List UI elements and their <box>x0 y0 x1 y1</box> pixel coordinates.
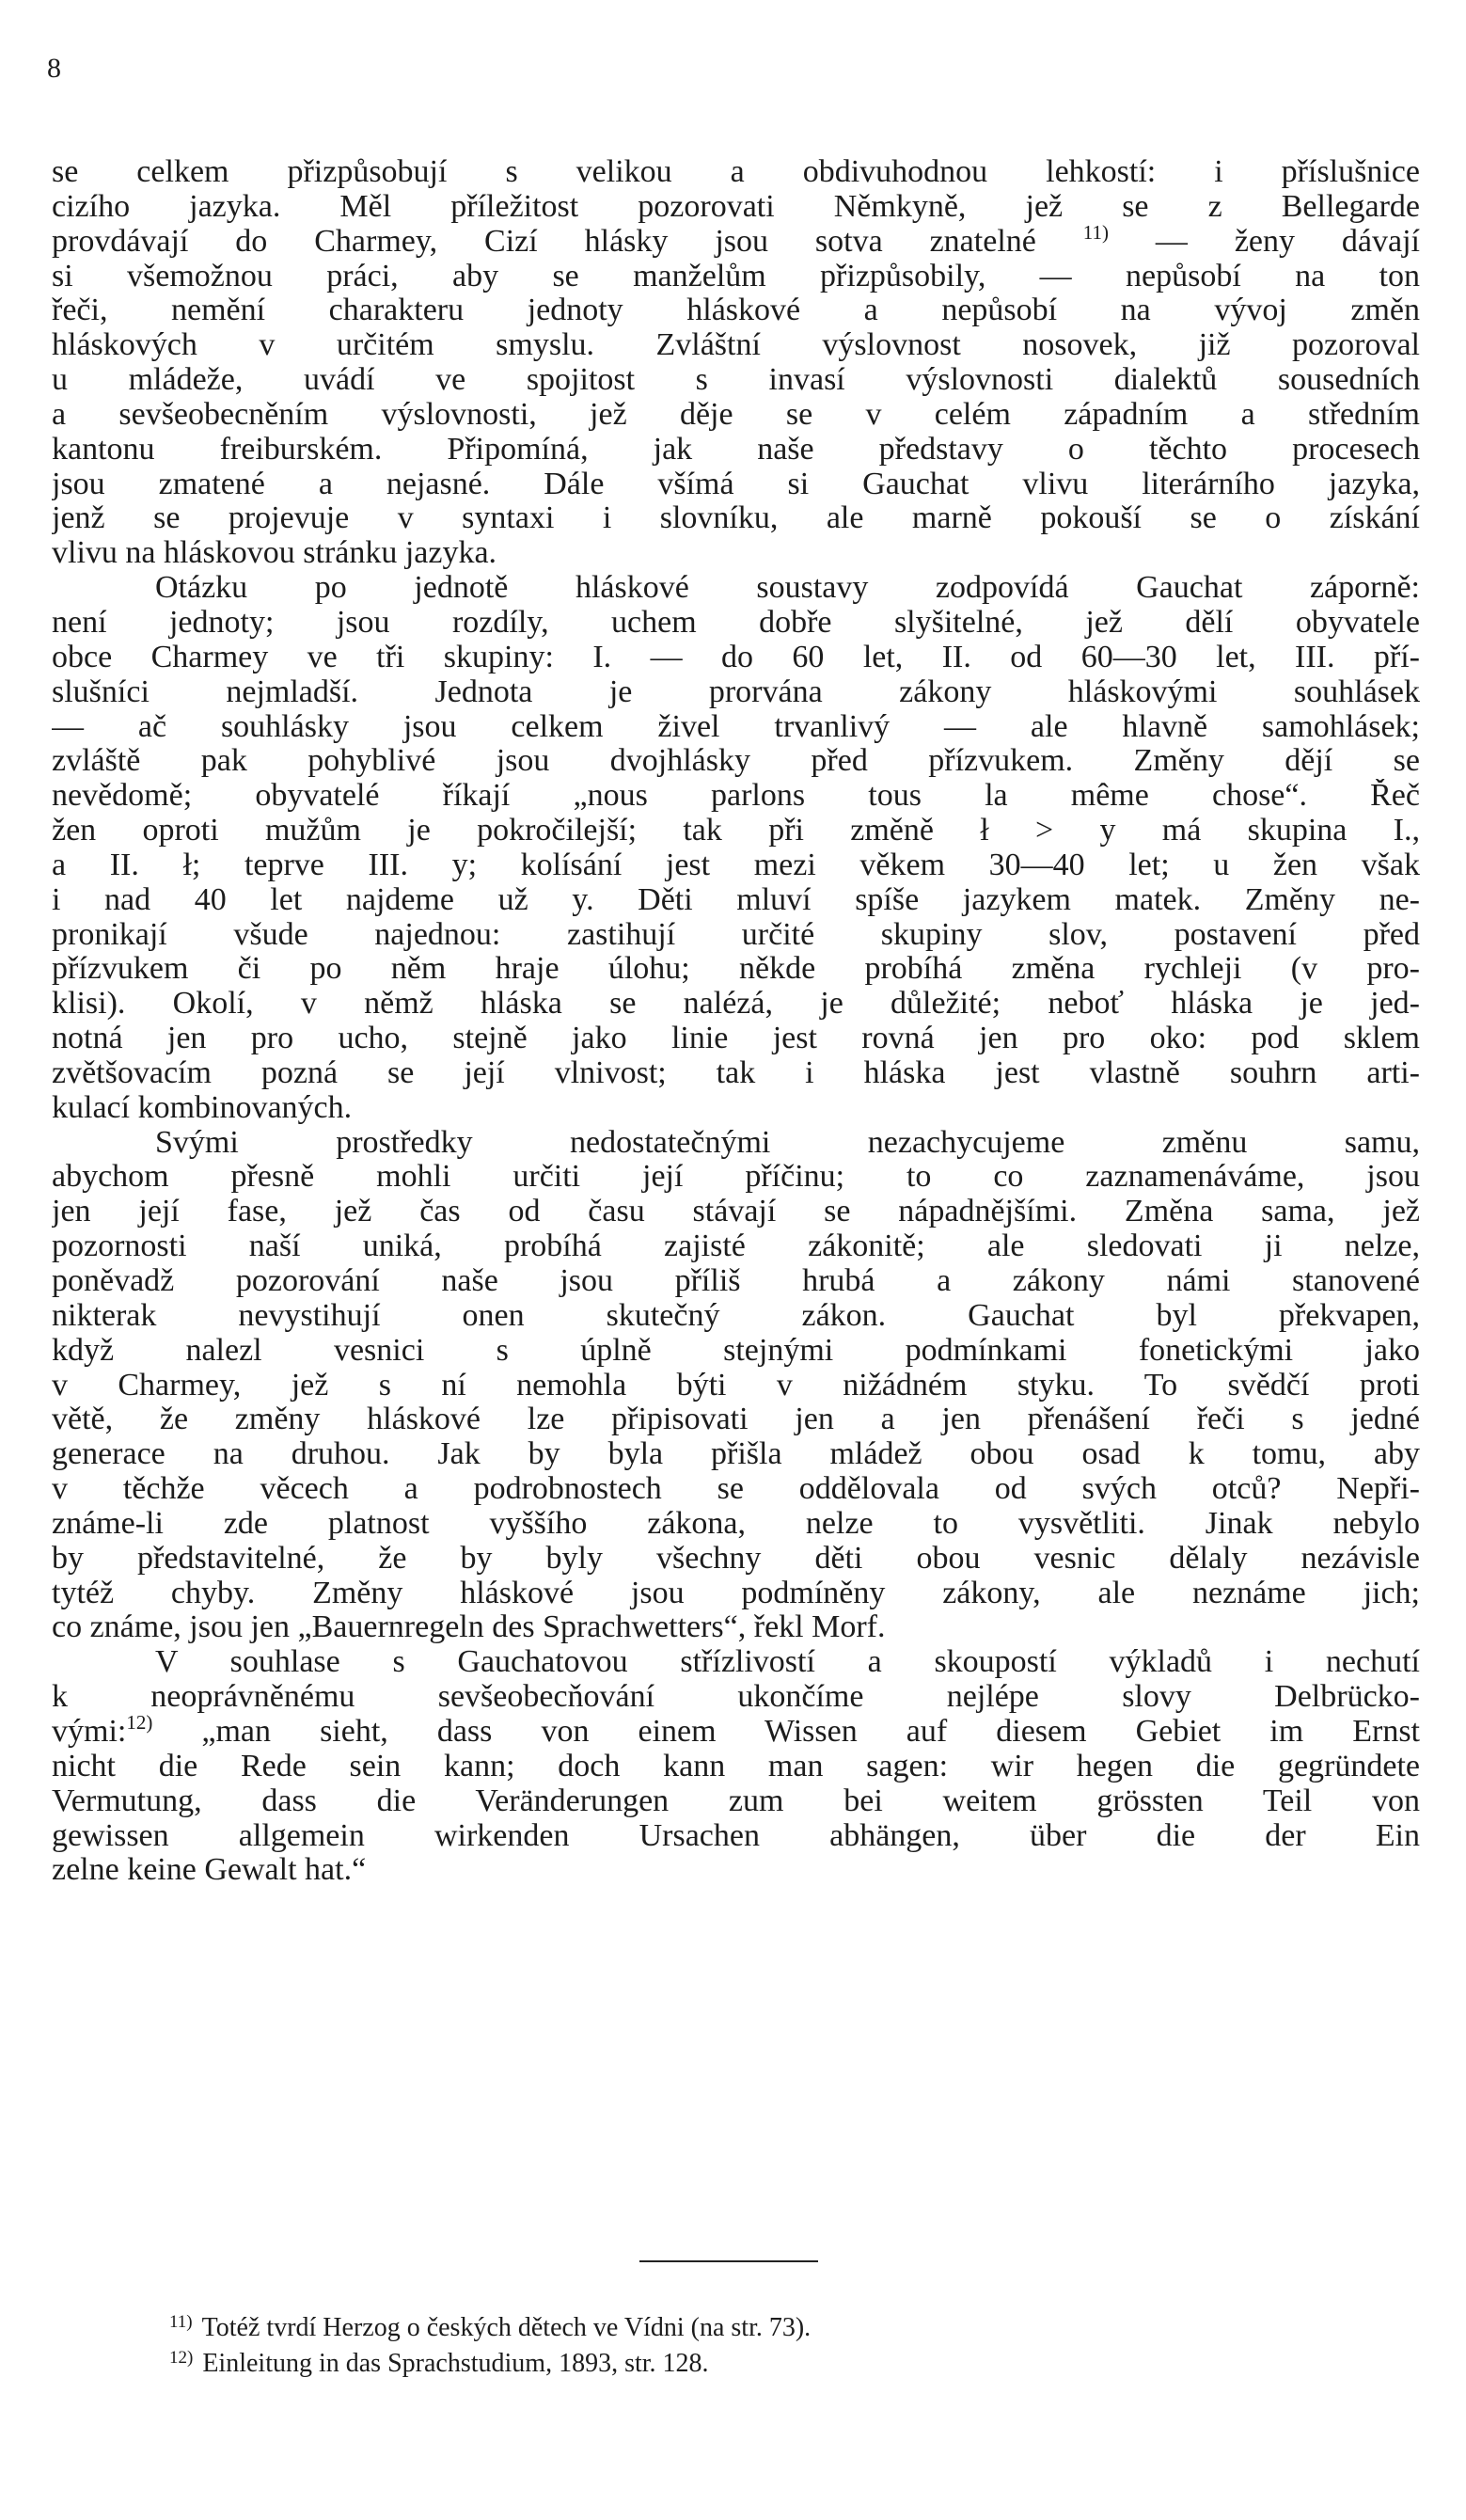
text-line-content: klisi). Okolí, v němž hláska se nalézá, je důležité; neboť hláska je jed- <box>52 987 1420 1022</box>
text-line <box>52 744 1420 779</box>
text-line-content: jen její fase, jež čas od času stávají se nápadnějšími. Změna sama, jež <box>52 1195 1420 1229</box>
text-line-content: zvětšovacím pozná se její vlnivost; tak i hláska jest vlastně souhrn arti- <box>52 1055 1420 1090</box>
text-line <box>52 155 1420 190</box>
text-line-content: provdávají do Charmey, Cizí hlásky jsou sotva znatelné <box>52 224 1083 259</box>
text-line <box>52 1126 1420 1161</box>
text-line <box>52 398 1420 433</box>
text-line <box>52 779 1420 814</box>
text-line-content: pronikají všude najednou: zastihují určité skupiny slov, postavení před <box>52 917 1420 952</box>
text-line <box>52 1437 1420 1472</box>
text-line <box>52 1507 1420 1542</box>
text-line <box>52 571 1420 606</box>
text-line-content: přízvukem či po něm hraje úlohu; někde probíhá změna rychleji (v pro- <box>52 952 1420 987</box>
text-line-content: Otázku po jednotě hláskové soustavy zodpovídá Gauchat záporně: <box>155 571 1420 606</box>
text-line <box>52 987 1420 1022</box>
text-line-content: slušníci nejmladší. Jednota je prorvána zákony hláskovými souhlásek <box>52 674 1420 709</box>
page-number: 8 <box>47 53 61 84</box>
text-line <box>52 883 1420 918</box>
text-line <box>52 1715 1420 1750</box>
text-line-content: zelne keine Gewalt hat.“ <box>52 1853 367 1888</box>
text-line <box>52 952 1420 987</box>
text-line-content: větě, že změny hláskové lze připisovati jen a jen přenášení řeči s jedné <box>52 1403 1420 1437</box>
text-line-content: — ač souhlásky jsou celkem živel trvanlivý — ale hlavně samohlásek; <box>52 709 1420 744</box>
text-line <box>52 710 1420 745</box>
text-line-content: jenž se projevuje v syntaxi i slovníku, ale marně pokouší se o získání <box>52 501 1420 536</box>
footnote-text: Totéž tvrdí Herzog o českých dětech ve Vídni (na str. 73). <box>201 2313 812 2342</box>
footnote <box>169 2347 1298 2383</box>
text-line-content: jsou zmatené a nejasné. Dále všímá si Gauchat vlivu literárního jazyka, <box>52 467 1420 501</box>
text-line-content: a II. ł; teprve III. y; kolísání jest mezi věkem 30—40 let; u žen však <box>52 848 1420 882</box>
text-line <box>52 1472 1420 1507</box>
text-line-content: pozornosti naší uniká, probíhá zajisté zákonitě; ale sledovati ji nelze, <box>52 1229 1420 1264</box>
text-line <box>52 848 1420 883</box>
text-line-content: Svými prostředky nedostatečnými nezachycujeme změnu samu, <box>155 1125 1420 1160</box>
text-line <box>52 1577 1420 1611</box>
text-line <box>52 1195 1420 1229</box>
text-line-content: v těchže věcech a podrobnostech se oddělovala od svých otců? Nepři- <box>52 1472 1420 1507</box>
text-line-content: vými: <box>52 1714 127 1749</box>
text-line-continuation: — ženy dávají <box>1109 224 1420 259</box>
text-line <box>52 1680 1420 1715</box>
text-line <box>52 1542 1420 1577</box>
text-line <box>52 433 1420 468</box>
text-line <box>52 1645 1420 1680</box>
footnote-mark: 11) <box>169 2312 193 2332</box>
text-line <box>52 293 1420 328</box>
text-line-content: obce Charmey ve tři skupiny: I. — do 60 let, II. od 60—30 let, III. pří- <box>52 640 1420 674</box>
text-line <box>52 1610 1420 1645</box>
text-line-content: gewissen allgemein wirkenden Ursachen abhängen, über die der Ein <box>52 1818 1420 1853</box>
text-line-content: poněvadž pozorování naše jsou příliš hrubá a zákony námi stanovené <box>52 1264 1420 1298</box>
text-line-content: Vermutung, dass die Veränderungen zum bei weitem grössten Teil von <box>52 1783 1420 1818</box>
text-line-content: není jednoty; jsou rozdíly, uchem dobře slyšitelné, jež dělí obyvatele <box>52 605 1420 640</box>
footnote-mark: 12) <box>169 2348 194 2368</box>
text-line <box>52 363 1420 398</box>
text-line <box>52 918 1420 953</box>
text-line <box>52 1022 1420 1056</box>
text-line-content: by představitelné, že by byly všechny děti obou vesnic dělaly nezávisle <box>52 1541 1420 1576</box>
text-line <box>52 814 1420 848</box>
text-line <box>52 225 1420 260</box>
text-line-content: kantonu freiburském. Připomíná, jak naše představy o těchto procesech <box>52 432 1420 467</box>
text-line <box>52 536 1420 571</box>
text-line <box>52 641 1420 675</box>
text-line <box>52 1160 1420 1195</box>
text-line-content: vlivu na hláskovou stránku jazyka. <box>52 536 497 571</box>
text-line-content: notná jen pro ucho, stejně jako linie jest rovná jen pro oko: pod sklem <box>52 1022 1420 1056</box>
text-line-content: známe-li zde platnost vyššího zákona, nelze to vysvětliti. Jinak nebylo <box>52 1506 1420 1541</box>
text-line-content: hláskových v určitém smyslu. Zvláštní výslovnost nosovek, již pozoroval <box>52 328 1420 363</box>
footnote-text: Einleitung in das Sprachstudium, 1893, str. 128. <box>202 2349 709 2378</box>
text-line <box>52 1229 1420 1264</box>
text-line <box>52 1056 1420 1091</box>
text-line-content: u mládeže, uvádí ve spojitost s invasí výslovnosti dialektů sousedních <box>52 363 1420 398</box>
text-line <box>52 260 1420 294</box>
text-line-content: žen oproti mužům je pokročilejší; tak při změně ł > y má skupina I., <box>52 814 1420 848</box>
text-line <box>52 1853 1420 1888</box>
text-line <box>52 1819 1420 1854</box>
text-line-content: nicht die Rede sein kann; doch kann man sagen: wir hegen die gegründete <box>52 1749 1420 1783</box>
text-line-content: V souhlase s Gauchatovou střízlivostí a skoupostí výkladů i nechutí <box>155 1645 1420 1680</box>
text-line <box>52 1784 1420 1819</box>
body-text <box>52 155 1420 1888</box>
text-line-content: k neoprávněnému sevšeobecňování ukončíme nejlépe slovy Delbrücko- <box>52 1680 1420 1715</box>
text-line-content: abychom přesně mohli určiti její příčinu; to co zaznamenáváme, jsou <box>52 1160 1420 1195</box>
footnote-reference: 11) <box>1082 224 1109 244</box>
text-line <box>52 328 1420 363</box>
text-line <box>52 675 1420 710</box>
text-line <box>52 1264 1420 1299</box>
text-line <box>52 1299 1420 1334</box>
text-line <box>52 1334 1420 1369</box>
text-line <box>52 1750 1420 1784</box>
text-line-content: si všemožnou práci, aby se manželům přizpůsobily, — nepůsobí na ton <box>52 259 1420 293</box>
text-line-content: když nalezl vesnici s úplně stejnými podmínkami fonetickými jako <box>52 1333 1420 1368</box>
text-line <box>52 1091 1420 1126</box>
text-line-content: nikterak nevystihují onen skutečný zákon. Gauchat byl překvapen, <box>52 1298 1420 1333</box>
text-line-content: a sevšeobecněním výslovnosti, jež děje se v celém západním a středním <box>52 397 1420 432</box>
text-line-content: i nad 40 let najdeme už y. Děti mluví spíše jazykem matek. Změny ne- <box>52 882 1420 917</box>
text-line-content: co známe, jsou jen „Bauernregeln des Sprachwetters“, řekl Morf. <box>52 1610 886 1645</box>
text-line <box>52 1403 1420 1437</box>
text-line <box>52 606 1420 641</box>
text-line-content: nevědomě; obyvatelé říkají „nous parlons tous la même chose“. Řeč <box>52 779 1420 814</box>
text-line-content: se celkem přizpůsobují s velikou a obdivuhodnou lehkostí: i příslušnice <box>52 155 1420 189</box>
footnote-divider <box>639 2260 818 2262</box>
text-line <box>52 1369 1420 1403</box>
text-line-content: zvláště pak pohyblivé jsou dvojhlásky před přízvukem. Změny dějí se <box>52 744 1420 779</box>
text-line <box>52 190 1420 225</box>
footnotes <box>169 2311 1298 2383</box>
footnote-reference: 12) <box>126 1714 153 1734</box>
text-line-content: v Charmey, jež s ní nemohla býti v nižádném styku. To svědčí proti <box>52 1368 1420 1403</box>
text-line <box>52 501 1420 536</box>
text-line-content: kulací kombinovaných. <box>52 1090 353 1125</box>
text-line-continuation: „man sieht, dass von einem Wissen auf diesem Gebiet im Ernst <box>152 1714 1420 1749</box>
text-line-content: generace na druhou. Jak by byla přišla mládež obou osad k tomu, aby <box>52 1437 1420 1472</box>
text-line-content: tytéž chyby. Změny hláskové jsou podmíněny zákony, ale neznáme jich; <box>52 1576 1420 1610</box>
footnote <box>169 2311 1298 2347</box>
text-line-content: řeči, nemění charakteru jednoty hláskové a nepůsobí na vývoj změn <box>52 293 1420 328</box>
text-line <box>52 468 1420 502</box>
text-line-content: cizího jazyka. Měl příležitost pozorovati Němkyně, jež se z Bellegarde <box>52 189 1420 224</box>
